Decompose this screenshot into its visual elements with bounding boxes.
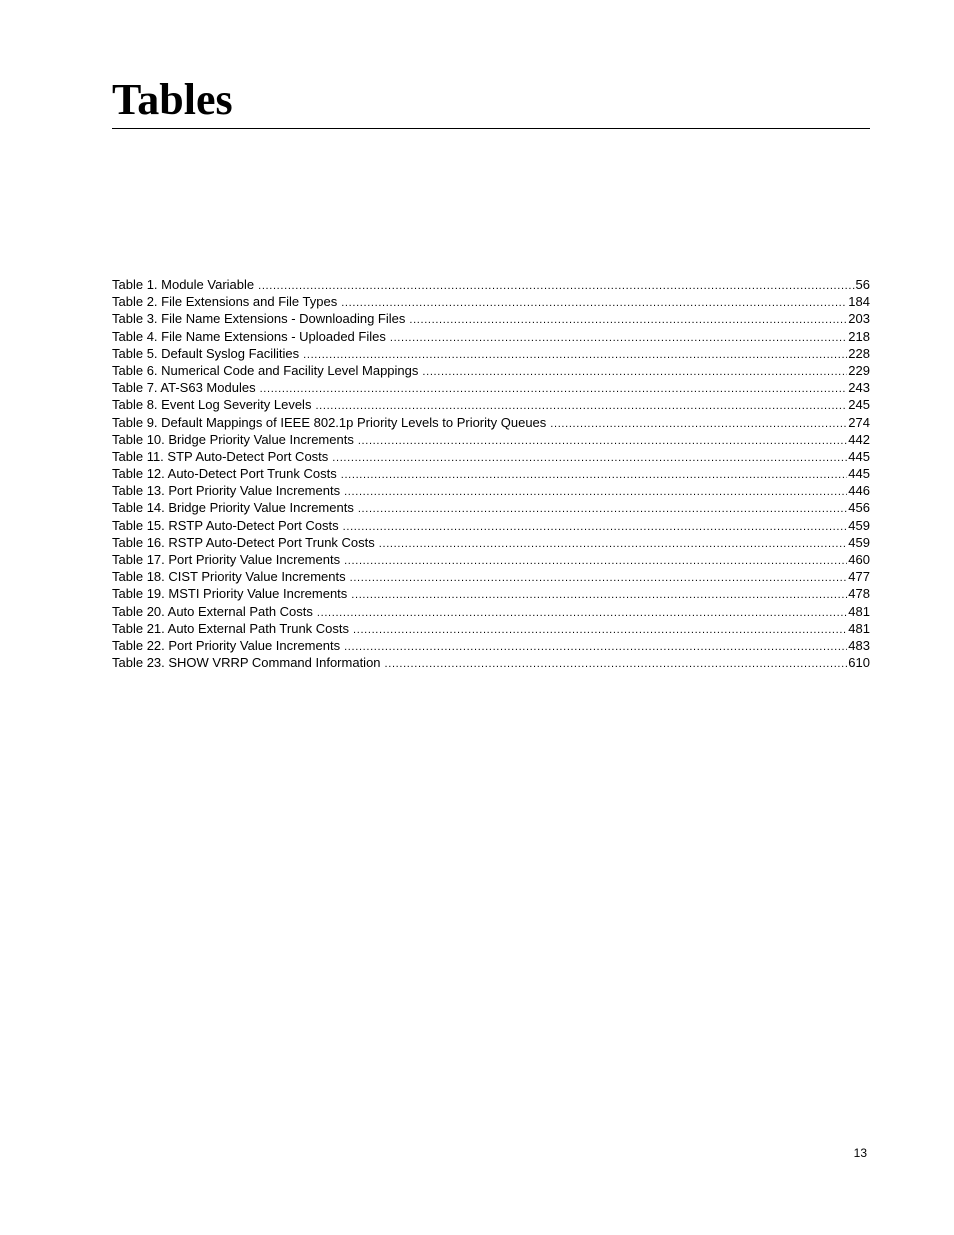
toc-entry-label: Table 6. Numerical Code and Facility Level Mappings bbox=[112, 362, 419, 378]
toc-entry[interactable] bbox=[112, 379, 870, 396]
dot-leader bbox=[351, 587, 847, 604]
toc-entry[interactable] bbox=[112, 396, 870, 413]
toc-entry[interactable] bbox=[112, 585, 870, 602]
toc-entry-label: Table 21. Auto External Path Trunk Costs bbox=[112, 620, 350, 636]
toc-entry-page: 446 bbox=[848, 483, 870, 499]
toc-entry-page: 477 bbox=[848, 569, 870, 585]
toc-entry-label: Table 15. RSTP Auto-Detect Port Costs bbox=[112, 517, 339, 533]
dot-leader bbox=[358, 501, 847, 518]
toc-entry-page: 478 bbox=[848, 586, 870, 602]
toc-entry-label: Table 13. Port Priority Value Increments bbox=[112, 483, 341, 499]
dot-leader bbox=[409, 312, 847, 329]
dot-leader bbox=[350, 570, 848, 587]
toc-entry-page: 245 bbox=[848, 397, 870, 413]
dot-leader bbox=[341, 467, 848, 484]
toc-entry-page: 459 bbox=[848, 534, 870, 550]
toc-entry-label: Table 2. File Extensions and File Types bbox=[112, 294, 338, 310]
toc-entry[interactable] bbox=[112, 345, 870, 362]
toc-entry[interactable] bbox=[112, 482, 870, 499]
toc-entry-page: 460 bbox=[848, 552, 870, 567]
dot-leader bbox=[550, 416, 847, 433]
toc-entry-label: Table 3. File Name Extensions - Downloading Files bbox=[112, 311, 406, 327]
toc-entry[interactable] bbox=[112, 465, 870, 482]
toc-entry-label: Table 4. File Name Extensions - Uploaded Files bbox=[112, 328, 386, 344]
toc-entry-page: 218 bbox=[848, 328, 870, 344]
dot-leader bbox=[344, 639, 847, 656]
toc-entry[interactable] bbox=[112, 328, 870, 345]
toc-entry-label: Table 23. SHOW VRRP Command Information bbox=[112, 655, 381, 671]
toc-entry-label: Table 10. Bridge Priority Value Increments bbox=[112, 431, 354, 447]
toc-entry[interactable] bbox=[112, 293, 870, 310]
toc-entry-label: Table 18. CIST Priority Value Increments bbox=[112, 569, 346, 585]
dot-leader bbox=[358, 433, 847, 450]
toc-entry-label: Table 11. STP Auto-Detect Port Costs bbox=[112, 448, 329, 464]
toc-entry-label: Table 1. Module Variable bbox=[112, 277, 255, 292]
toc-entry-page: 184 bbox=[848, 294, 870, 310]
toc-entry[interactable] bbox=[112, 603, 870, 620]
toc-entry-page: 481 bbox=[848, 603, 870, 619]
toc-entry-label: Table 14. Bridge Priority Value Increments bbox=[112, 500, 354, 516]
toc-entry-page: 445 bbox=[848, 466, 870, 482]
toc-entry[interactable] bbox=[112, 551, 870, 568]
title-divider bbox=[112, 128, 870, 129]
toc-entry-label: Table 7. AT-S63 Modules bbox=[112, 380, 256, 396]
toc-entry-page: 243 bbox=[848, 380, 870, 396]
dot-leader bbox=[379, 536, 848, 553]
toc-entry-page: 610 bbox=[848, 655, 870, 671]
toc-entry-label: Table 19. MSTI Priority Value Increments bbox=[112, 586, 348, 602]
toc-entry-page: 442 bbox=[848, 431, 870, 447]
dot-leader bbox=[332, 450, 847, 467]
toc-entry-page: 459 bbox=[848, 517, 870, 533]
dot-leader bbox=[343, 519, 848, 536]
toc-entry-label: Table 17. Port Priority Value Increments bbox=[112, 552, 341, 567]
page-title: Tables bbox=[112, 75, 233, 124]
toc-entry-label: Table 12. Auto-Detect Port Trunk Costs bbox=[112, 466, 337, 482]
toc-entry-label: Table 5. Default Syslog Facilities bbox=[112, 345, 300, 361]
page-number: 13 bbox=[853, 1146, 867, 1160]
dot-leader bbox=[353, 622, 847, 639]
toc-entry[interactable] bbox=[112, 568, 870, 585]
toc-entry[interactable] bbox=[112, 517, 870, 534]
dot-leader bbox=[344, 553, 847, 570]
toc-entry-page: 481 bbox=[848, 620, 870, 636]
toc-entry-page: 274 bbox=[848, 414, 870, 430]
toc-entry[interactable] bbox=[112, 448, 870, 465]
dot-leader bbox=[422, 364, 847, 381]
toc-entry[interactable] bbox=[112, 637, 870, 654]
toc-entry-page: 445 bbox=[848, 448, 870, 464]
toc-entry-label: Table 16. RSTP Auto-Detect Port Trunk Costs bbox=[112, 534, 375, 550]
toc-entry[interactable] bbox=[112, 414, 870, 431]
dot-leader bbox=[258, 278, 854, 295]
toc-entry-label: Table 20. Auto External Path Costs bbox=[112, 603, 313, 619]
toc-entry[interactable] bbox=[112, 431, 870, 448]
toc-entry-label: Table 9. Default Mappings of IEEE 802.1p Priority Levels to Priority Queues bbox=[112, 414, 547, 430]
toc-entry-page: 228 bbox=[848, 345, 870, 361]
toc-entry-page: 483 bbox=[848, 637, 870, 653]
dot-leader bbox=[344, 484, 847, 501]
dot-leader bbox=[390, 330, 847, 347]
toc-entry-page: 456 bbox=[848, 500, 870, 516]
dot-leader bbox=[341, 295, 847, 312]
dot-leader bbox=[385, 656, 848, 673]
toc-entry[interactable] bbox=[112, 310, 870, 327]
toc-entry[interactable] bbox=[112, 362, 870, 379]
table-of-tables-list bbox=[112, 276, 870, 671]
toc-entry-page: 56 bbox=[855, 277, 870, 292]
dot-leader bbox=[317, 605, 847, 622]
toc-entry-page: 229 bbox=[848, 362, 870, 378]
toc-entry-label: Table 8. Event Log Severity Levels bbox=[112, 397, 312, 413]
toc-entry[interactable] bbox=[112, 276, 870, 293]
toc-entry-page: 203 bbox=[848, 311, 870, 327]
toc-entry[interactable] bbox=[112, 620, 870, 637]
toc-entry-label: Table 22. Port Priority Value Increments bbox=[112, 637, 341, 653]
dot-leader bbox=[260, 381, 848, 398]
toc-entry[interactable] bbox=[112, 534, 870, 551]
toc-entry[interactable] bbox=[112, 499, 870, 516]
toc-entry[interactable] bbox=[112, 654, 870, 671]
